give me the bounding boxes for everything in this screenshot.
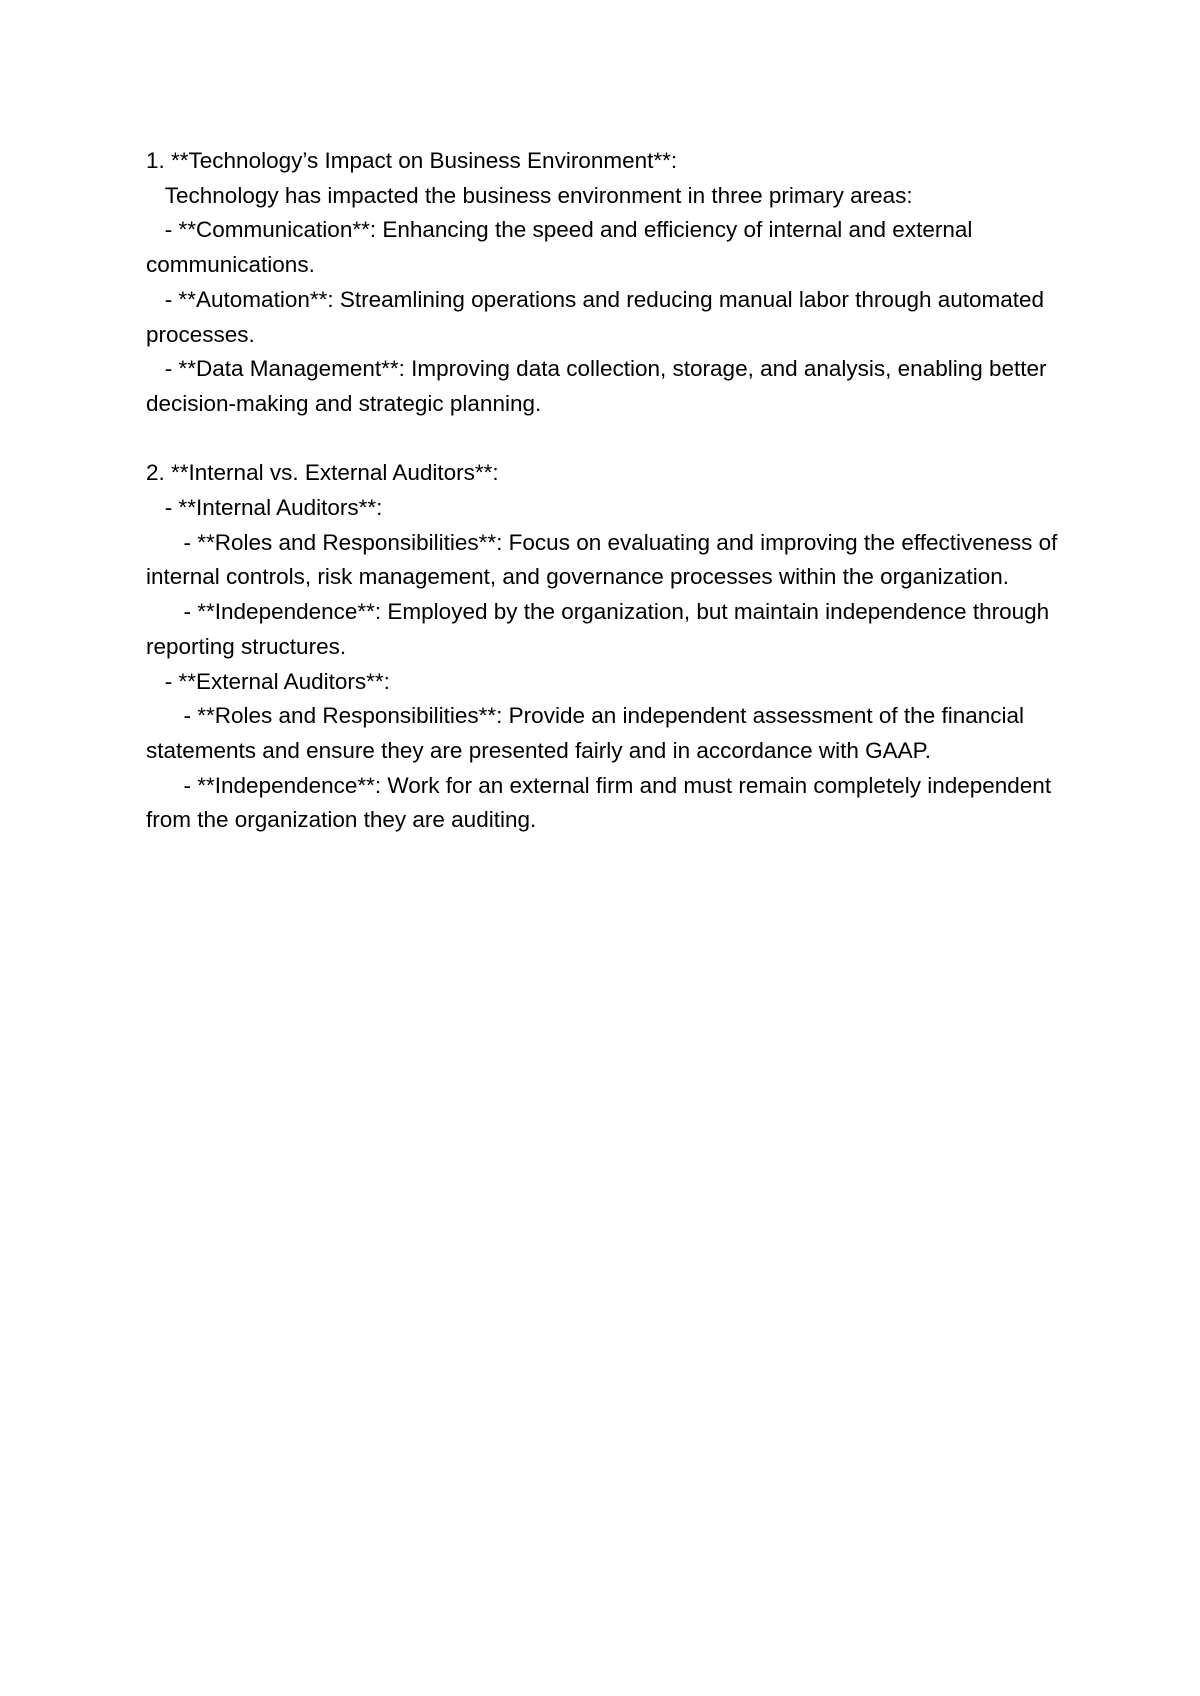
internal-auditors-roles: - **Roles and Responsibilities**: Focus on evaluating and improving the effectiveness of internal controls, risk management, and governance processes within the organization. bbox=[146, 529, 1064, 590]
section-1-item-data-management: - **Data Management**: Improving data collection, storage, and analysis, enabling better decision-making and strategic planning. bbox=[146, 356, 1053, 416]
paragraph-spacer bbox=[146, 422, 1076, 457]
external-auditors-independence: - **Independence**: Work for an external firm and must remain completely independent from the organization they are auditing. bbox=[146, 772, 1058, 833]
section-1-item-automation: - **Automation**: Streamlining operations and reducing manual labor through automated processes. bbox=[146, 286, 1051, 347]
section-1-heading: 1. **Technology’s Impact on Business Environment**: bbox=[146, 148, 678, 173]
internal-auditors-independence: - **Independence**: Employed by the organization, but maintain independence through reporting structures. bbox=[146, 599, 1056, 659]
section-1-intro: Technology has impacted the business environment in three primary areas: bbox=[146, 182, 913, 208]
external-auditors-label: - **External Auditors**: bbox=[146, 668, 390, 694]
document-body bbox=[146, 144, 1076, 838]
internal-auditors-label: - **Internal Auditors**: bbox=[146, 495, 383, 521]
section-1-item-communication: - **Communication**: Enhancing the speed and efficiency of internal and external communications. bbox=[146, 217, 979, 278]
external-auditors-roles: - **Roles and Responsibilities**: Provide an independent assessment of the financial statements and ensure they are presented fairly and in accordance with GAAP. bbox=[146, 703, 1031, 763]
section-2-heading: 2. **Internal vs. External Auditors**: bbox=[146, 460, 499, 486]
